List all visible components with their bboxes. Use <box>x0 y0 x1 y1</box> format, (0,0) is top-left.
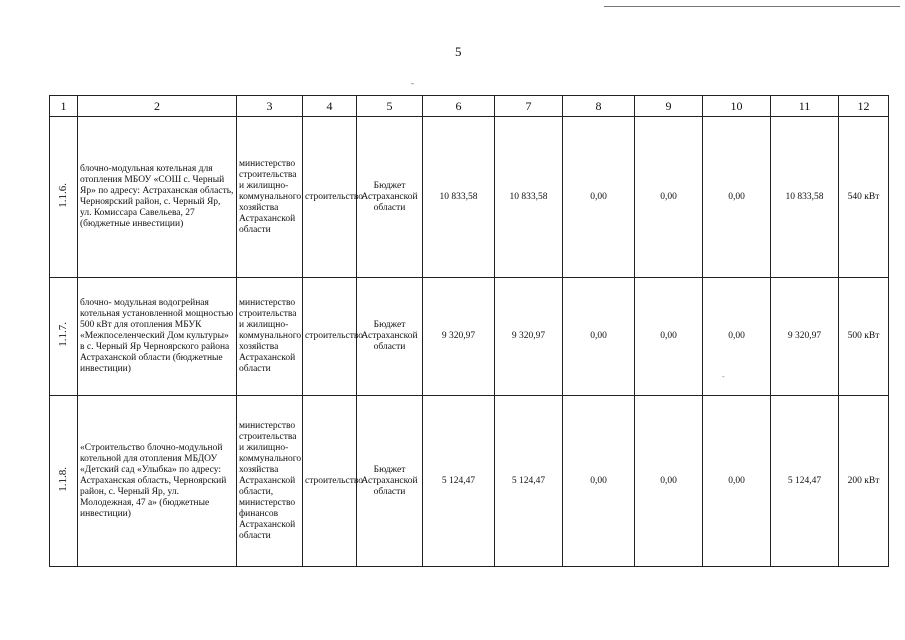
scan-mark: - <box>411 78 414 88</box>
row-number: 1.1.7. <box>57 322 69 347</box>
value-col10: 0,00 <box>703 117 771 278</box>
value-col10: 0,00 <box>703 396 771 567</box>
value-col6: 10 833,58 <box>423 117 495 278</box>
table-row <box>50 117 889 278</box>
col-header: 9 <box>635 96 703 117</box>
value-col9: 0,00 <box>635 117 703 278</box>
top-rule <box>604 6 900 7</box>
responsible-ministry: министерство строительства и жилищно-коммунального хозяйства Астраханской области <box>237 117 303 278</box>
value-col8: 0,00 <box>563 278 635 396</box>
responsible-ministry: министерство строительства и жилищно-коммунального хозяйства Астраханской области, министерство финансов Астраханской области <box>237 396 303 567</box>
work-type: строительство <box>303 396 357 567</box>
funding-source: Бюджет Астраханской области <box>357 278 423 396</box>
value-col7: 9 320,97 <box>495 278 563 396</box>
col-header: 6 <box>423 96 495 117</box>
col-header: 1 <box>50 96 78 117</box>
table-row <box>50 278 889 396</box>
col-header: 12 <box>839 96 889 117</box>
row-number: 1.1.8. <box>57 466 69 492</box>
col-header: 7 <box>495 96 563 117</box>
capacity: 500 кВт <box>839 278 889 396</box>
object-name: блочно-модульная котельная для отопления МБОУ «СОШ с. Черный Яр» по адресу: Астраханская область, Черноярский район, с. Черный Яр, ул. Комиссара Савельева, 27 (бюджетные инвестиции) <box>78 117 237 278</box>
col-header: 5 <box>357 96 423 117</box>
col-header: 2 <box>78 96 237 117</box>
row-number-cell <box>50 117 78 278</box>
value-col8: 0,00 <box>563 117 635 278</box>
value-col9: 0,00 <box>635 278 703 396</box>
work-type: строительство <box>303 278 357 396</box>
value-col7: 10 833,58 <box>495 117 563 278</box>
value-col6: 9 320,97 <box>423 278 495 396</box>
value-col10: 0,00 <box>703 278 771 396</box>
value-col9: 0,00 <box>635 396 703 567</box>
object-name: «Строительство блочно-модульной котельной для отопления МБДОУ «Детский сад «Улыбка» по адресу: Астраханская область, Черноярский район, с. Черный Яр, ул. Молодежная, 47 а» (бюджетные инвестиции) <box>78 396 237 567</box>
row-number-cell <box>50 396 78 567</box>
value-col11: 5 124,47 <box>771 396 839 567</box>
funding-source: Бюджет Астраханской области <box>357 117 423 278</box>
value-col8: 0,00 <box>563 396 635 567</box>
row-number-cell <box>50 278 78 396</box>
funding-source: Бюджет Астраханской области <box>357 396 423 567</box>
value-col6: 5 124,47 <box>423 396 495 567</box>
table-row <box>50 396 889 567</box>
col-header: 3 <box>237 96 303 117</box>
col-header: 4 <box>303 96 357 117</box>
col-header: 8 <box>563 96 635 117</box>
object-name: блочно- модульная водогрейная котельная установленной мощностью 500 кВт для отопления МБУК «Межпоселенческий Дом культуры» в с. Черный Яр Черноярского района Астраханской области (бюджетные инвестиции) <box>78 278 237 396</box>
scan-mark: - <box>722 372 725 381</box>
capacity: 200 кВт <box>839 396 889 567</box>
col-header: 11 <box>771 96 839 117</box>
value-col11: 10 833,58 <box>771 117 839 278</box>
col-header: 10 <box>703 96 771 117</box>
capacity: 540 кВт <box>839 117 889 278</box>
page-number: 5 <box>455 44 462 59</box>
value-col7: 5 124,47 <box>495 396 563 567</box>
responsible-ministry: министерство строительства и жилищно-коммунального хозяйства Астраханской области <box>237 278 303 396</box>
header-row <box>50 96 889 117</box>
investment-table <box>49 95 889 567</box>
row-number: 1.1.6. <box>57 182 69 208</box>
value-col11: 9 320,97 <box>771 278 839 396</box>
work-type: строительство <box>303 117 357 278</box>
